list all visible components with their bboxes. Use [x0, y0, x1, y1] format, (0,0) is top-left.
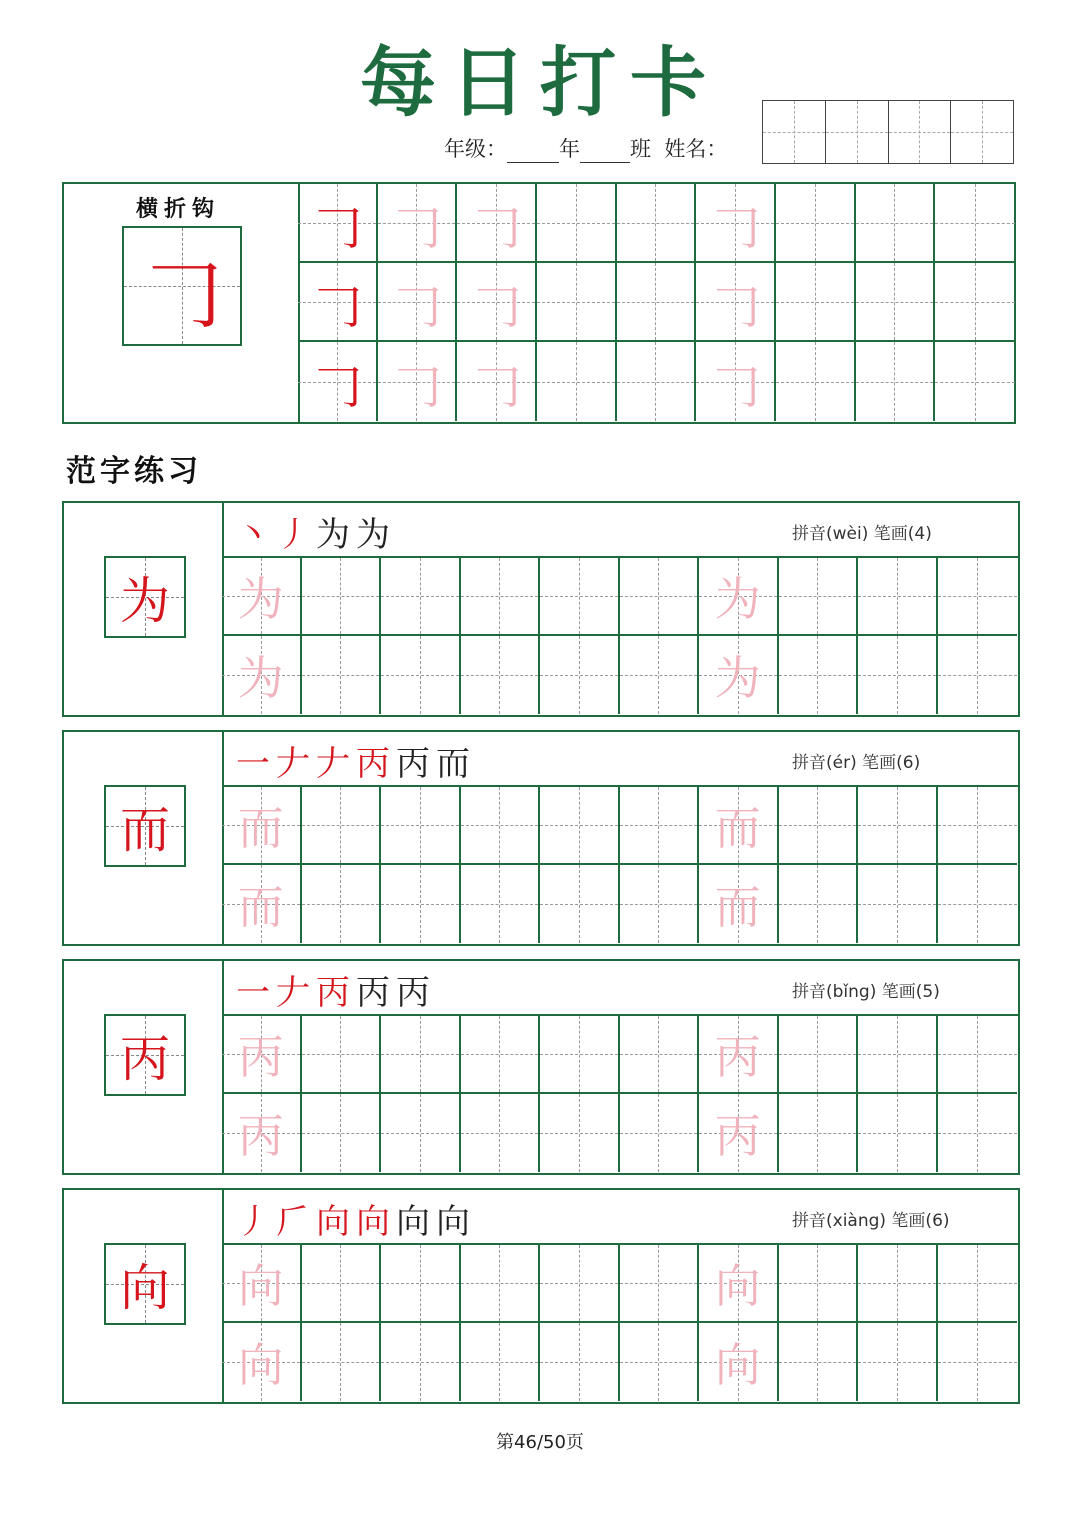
character-practice-cell[interactable]	[461, 865, 541, 943]
character-trace-glyph: 向	[237, 1338, 284, 1392]
character-practice-cell[interactable]	[381, 1245, 461, 1323]
stroke-practice-cell[interactable]	[935, 184, 1015, 263]
character-practice-cell[interactable]	[540, 1245, 620, 1323]
stroke-order-step: 为	[356, 515, 396, 555]
character-practice-cell[interactable]	[381, 636, 461, 714]
stroke-sample-glyph: 𠃌	[142, 246, 222, 340]
stroke-order-step: 一	[236, 973, 276, 1013]
character-practice-cell[interactable]	[779, 1016, 859, 1094]
character-sample-box	[104, 556, 186, 638]
stroke-practice-cell[interactable]	[617, 342, 697, 421]
character-trace-glyph: 为	[237, 651, 284, 705]
stroke-practice-cell[interactable]	[457, 184, 537, 263]
stroke-order-step: 丙	[356, 744, 396, 784]
character-practice-cell[interactable]	[620, 1323, 700, 1401]
pinyin-label: 拼音(bǐng)	[792, 982, 877, 1002]
stroke-order-row	[222, 961, 1018, 1016]
character-practice-cell[interactable]	[540, 1016, 620, 1094]
name-cell[interactable]	[951, 101, 1013, 163]
stroke-practice-cell[interactable]	[378, 184, 458, 263]
stroke-order-sequence	[236, 1194, 476, 1243]
character-practice-cell[interactable]	[858, 558, 938, 636]
page-number: 第46/50页	[496, 1432, 584, 1453]
character-practice-grid[interactable]	[222, 558, 1017, 714]
character-practice-cell[interactable]	[302, 636, 382, 714]
stroke-practice-cell[interactable]	[935, 342, 1015, 421]
section-title: 范字练习	[66, 454, 202, 489]
character-practice-cell[interactable]	[779, 1323, 859, 1401]
stroke-practice-cell[interactable]	[298, 263, 378, 342]
character-practice-cell[interactable]	[699, 558, 779, 636]
stroke-trace-glyph: 𠃌	[391, 276, 442, 335]
character-practice-cell[interactable]	[620, 636, 700, 714]
year-label: 年	[559, 137, 580, 161]
character-practice-cell[interactable]	[381, 558, 461, 636]
character-practice-cell[interactable]	[620, 1016, 700, 1094]
character-practice-cell[interactable]	[222, 1245, 302, 1323]
stroke-trace-glyph: 𠃌	[710, 197, 761, 256]
character-practice-cell[interactable]	[540, 636, 620, 714]
stroke-order-step: 𠂆	[276, 1202, 316, 1242]
character-meta	[792, 1206, 950, 1231]
character-practice-cell[interactable]	[620, 1245, 700, 1323]
name-cell[interactable]	[889, 101, 952, 163]
character-practice-cell[interactable]	[858, 787, 938, 865]
stroke-practice-panel	[62, 182, 1016, 424]
character-practice-block	[62, 501, 1020, 717]
character-practice-cell[interactable]	[779, 865, 859, 943]
character-practice-cell[interactable]	[222, 558, 302, 636]
stroke-practice-cell[interactable]	[617, 263, 697, 342]
stroke-order-step: 𠂇	[316, 744, 356, 784]
character-meta	[792, 748, 920, 773]
stroke-practice-cell[interactable]	[298, 184, 378, 263]
character-sample-box	[104, 1243, 186, 1325]
page-title: 每日打卡	[360, 38, 720, 127]
character-practice-block	[62, 730, 1020, 946]
stroke-practice-cell[interactable]	[696, 263, 776, 342]
stroke-model-glyph: 𠃌	[311, 356, 362, 415]
character-sample-panel	[64, 503, 224, 715]
stroke-order-step: 为	[316, 515, 356, 555]
character-practice-cell[interactable]	[302, 1016, 382, 1094]
stroke-trace-glyph: 𠃌	[471, 356, 522, 415]
stroke-name: 横折钩	[136, 196, 221, 222]
character-practice-grid[interactable]	[222, 1245, 1017, 1401]
stroke-practice-cell[interactable]	[537, 184, 617, 263]
character-practice-cell[interactable]	[381, 1016, 461, 1094]
pinyin-label: 拼音(wèi)	[792, 524, 869, 544]
character-practice-cell[interactable]	[540, 787, 620, 865]
stroke-practice-cell[interactable]	[617, 184, 697, 263]
stroke-trace-glyph: 𠃌	[391, 197, 442, 256]
character-practice-cell[interactable]	[699, 1094, 779, 1172]
character-practice-cell[interactable]	[302, 1323, 382, 1401]
stroke-order-sequence	[236, 736, 476, 785]
character-practice-cell[interactable]	[540, 558, 620, 636]
stroke-practice-cell[interactable]	[856, 184, 936, 263]
character-practice-cell[interactable]	[381, 1094, 461, 1172]
character-sample-box	[104, 1014, 186, 1096]
character-practice-cell[interactable]	[302, 1094, 382, 1172]
stroke-order-step: 一	[236, 744, 276, 784]
character-trace-glyph: 而	[714, 880, 761, 934]
stroke-order-step: 𠂇	[276, 744, 316, 784]
character-practice-cell[interactable]	[461, 558, 541, 636]
stroke-order-step: 向	[436, 1202, 476, 1242]
character-sample-box	[104, 785, 186, 867]
pinyin-label: 拼音(xiàng)	[792, 1211, 887, 1231]
stroke-count-label: 笔画(5)	[881, 982, 940, 1002]
character-practice-cell[interactable]	[938, 1016, 1018, 1094]
stroke-practice-cell[interactable]	[537, 263, 617, 342]
character-trace-glyph: 向	[714, 1259, 761, 1313]
character-practice-cell[interactable]	[779, 1245, 859, 1323]
character-trace-glyph: 为	[714, 651, 761, 705]
stroke-order-sequence	[236, 965, 436, 1014]
stroke-practice-cell[interactable]	[856, 263, 936, 342]
character-practice-cell[interactable]	[461, 787, 541, 865]
character-practice-cell[interactable]	[540, 1323, 620, 1401]
character-sample-glyph: 为	[120, 572, 170, 630]
character-practice-grid[interactable]	[222, 1016, 1017, 1172]
stroke-order-step: 而	[436, 744, 476, 784]
character-sample-panel	[64, 1190, 224, 1402]
character-practice-cell[interactable]	[540, 865, 620, 943]
character-practice-cell[interactable]	[381, 865, 461, 943]
name-cell[interactable]	[826, 101, 889, 163]
stroke-order-sequence	[236, 507, 396, 556]
character-practice-cell[interactable]	[938, 1094, 1018, 1172]
stroke-practice-cell[interactable]	[935, 263, 1015, 342]
class-label: 班	[630, 137, 651, 161]
character-practice-cell[interactable]	[222, 1016, 302, 1094]
stroke-order-step: 丙	[396, 973, 436, 1013]
character-practice-cell[interactable]	[858, 865, 938, 943]
character-practice-cell[interactable]	[699, 1016, 779, 1094]
character-practice-cell[interactable]	[858, 1094, 938, 1172]
character-practice-cell[interactable]	[620, 865, 700, 943]
class-blank[interactable]	[580, 140, 630, 163]
stroke-order-step: 丶	[236, 515, 276, 555]
character-practice-cell[interactable]	[302, 865, 382, 943]
stroke-trace-glyph: 𠃌	[710, 276, 761, 335]
character-practice-cell[interactable]	[779, 558, 859, 636]
character-practice-cell[interactable]	[938, 865, 1018, 943]
character-practice-cell[interactable]	[779, 636, 859, 714]
character-practice-cell[interactable]	[381, 1323, 461, 1401]
character-trace-glyph: 而	[237, 880, 284, 934]
pinyin-label: 拼音(ér)	[792, 753, 857, 773]
stroke-order-row	[222, 503, 1018, 558]
character-practice-cell[interactable]	[302, 558, 382, 636]
stroke-order-step: 向	[316, 1202, 356, 1242]
stroke-practice-cell[interactable]	[378, 342, 458, 421]
stroke-practice-cell[interactable]	[378, 263, 458, 342]
name-cell[interactable]	[763, 101, 826, 163]
stroke-order-step: 丿	[276, 515, 316, 555]
character-practice-cell[interactable]	[620, 1094, 700, 1172]
stroke-order-step: 𠂇	[276, 973, 316, 1013]
stroke-trace-glyph: 𠃌	[391, 356, 442, 415]
stroke-order-step: 丙	[396, 744, 436, 784]
stroke-practice-cell[interactable]	[776, 342, 856, 421]
stroke-order-step: 向	[396, 1202, 436, 1242]
character-sample-glyph: 向	[120, 1259, 170, 1317]
grade-label: 年级：	[444, 137, 507, 161]
name-writing-boxes[interactable]	[762, 100, 1014, 164]
stroke-order-step: 丙	[356, 973, 396, 1013]
character-practice-cell[interactable]	[858, 1323, 938, 1401]
character-trace-glyph: 为	[714, 572, 761, 626]
character-practice-cell[interactable]	[938, 787, 1018, 865]
character-practice-cell[interactable]	[461, 1245, 541, 1323]
character-meta	[792, 519, 932, 544]
character-practice-cell[interactable]	[938, 1245, 1018, 1323]
character-practice-cell[interactable]	[222, 865, 302, 943]
character-practice-cell[interactable]	[699, 865, 779, 943]
stroke-practice-cell[interactable]	[696, 184, 776, 263]
stroke-count-label: 笔画(4)	[873, 524, 932, 544]
character-trace-glyph: 丙	[237, 1109, 284, 1163]
character-trace-glyph: 向	[237, 1259, 284, 1313]
stroke-trace-glyph: 𠃌	[710, 356, 761, 415]
stroke-practice-cell[interactable]	[776, 184, 856, 263]
character-practice-cell[interactable]	[222, 1094, 302, 1172]
stroke-order-step: 丙	[316, 973, 356, 1013]
stroke-order-row	[222, 732, 1018, 787]
character-practice-cell[interactable]	[699, 1323, 779, 1401]
stroke-order-step: 丿	[236, 1202, 276, 1242]
stroke-trace-glyph: 𠃌	[471, 276, 522, 335]
character-practice-cell[interactable]	[222, 1323, 302, 1401]
stroke-practice-cell[interactable]	[457, 342, 537, 421]
character-practice-cell[interactable]	[302, 787, 382, 865]
stroke-order-row	[222, 1190, 1018, 1245]
stroke-practice-cell[interactable]	[298, 342, 378, 421]
stroke-trace-glyph: 𠃌	[471, 197, 522, 256]
character-trace-glyph: 而	[237, 801, 284, 855]
character-practice-grid[interactable]	[222, 787, 1017, 943]
character-sample-glyph: 丙	[120, 1030, 170, 1088]
character-sample-glyph: 而	[120, 801, 170, 859]
character-practice-cell[interactable]	[540, 1094, 620, 1172]
character-trace-glyph: 为	[237, 572, 284, 626]
character-practice-cell[interactable]	[381, 787, 461, 865]
character-practice-cell[interactable]	[222, 636, 302, 714]
character-practice-cell[interactable]	[858, 1245, 938, 1323]
character-trace-glyph: 向	[714, 1338, 761, 1392]
character-practice-cell[interactable]	[938, 1323, 1018, 1401]
character-practice-cell[interactable]	[620, 558, 700, 636]
character-practice-cell[interactable]	[699, 1245, 779, 1323]
character-practice-block	[62, 959, 1020, 1175]
character-sample-panel	[64, 732, 224, 944]
stroke-practice-cell[interactable]	[696, 342, 776, 421]
character-practice-block	[62, 1188, 1020, 1404]
character-practice-cell[interactable]	[302, 1245, 382, 1323]
stroke-count-label: 笔画(6)	[891, 1211, 950, 1231]
stroke-practice-grid[interactable]	[298, 184, 1015, 421]
stroke-model-glyph: 𠃌	[311, 197, 362, 256]
student-info-line	[444, 133, 727, 163]
character-practice-cell[interactable]	[222, 787, 302, 865]
character-trace-glyph: 丙	[714, 1030, 761, 1084]
name-label: 姓名：	[664, 137, 728, 161]
character-practice-cell[interactable]	[938, 558, 1018, 636]
stroke-practice-cell[interactable]	[457, 263, 537, 342]
stroke-count-label: 笔画(6)	[862, 753, 921, 773]
stroke-order-step: 向	[356, 1202, 396, 1242]
character-practice-cell[interactable]	[938, 636, 1018, 714]
character-practice-cell[interactable]	[461, 636, 541, 714]
stroke-practice-cell[interactable]	[856, 342, 936, 421]
character-practice-cell[interactable]	[699, 787, 779, 865]
character-practice-cell[interactable]	[461, 1323, 541, 1401]
character-trace-glyph: 而	[714, 801, 761, 855]
character-sample-panel	[64, 961, 224, 1173]
stroke-sample-panel	[64, 184, 300, 422]
stroke-model-glyph: 𠃌	[311, 276, 362, 335]
character-trace-glyph: 丙	[237, 1030, 284, 1084]
stroke-practice-cell[interactable]	[776, 263, 856, 342]
character-practice-cell[interactable]	[779, 1094, 859, 1172]
character-meta	[792, 977, 940, 1002]
stroke-sample-box	[122, 226, 242, 346]
character-practice-cell[interactable]	[699, 636, 779, 714]
stroke-practice-cell[interactable]	[537, 342, 617, 421]
character-practice-cell[interactable]	[461, 1094, 541, 1172]
grade-blank[interactable]	[507, 140, 559, 163]
character-trace-glyph: 丙	[714, 1109, 761, 1163]
character-practice-cell[interactable]	[779, 787, 859, 865]
character-practice-cell[interactable]	[461, 1016, 541, 1094]
character-practice-cell[interactable]	[858, 636, 938, 714]
character-practice-cell[interactable]	[620, 787, 700, 865]
character-practice-cell[interactable]	[858, 1016, 938, 1094]
